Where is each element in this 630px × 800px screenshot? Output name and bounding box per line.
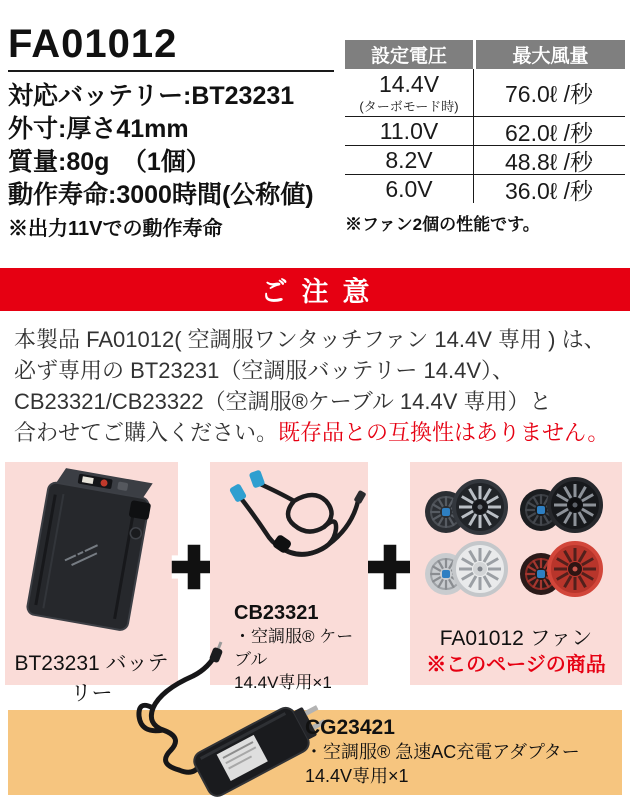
table-row	[345, 69, 625, 117]
fan-set-image	[416, 470, 616, 618]
charger-text	[305, 716, 580, 788]
airflow-value: 76.0ℓ /秒	[505, 81, 593, 107]
airflow-value: 62.0ℓ /秒	[505, 119, 593, 146]
caution-banner	[0, 268, 630, 311]
voltage-subnote: (ターボモード時)	[359, 98, 459, 114]
battery-image	[17, 462, 167, 647]
caution-paragraph	[14, 324, 620, 448]
charger-qty: 14.4V専用×1	[305, 766, 409, 786]
spec-line-size: 外寸:厚さ41mm	[8, 115, 189, 143]
spec-line-life: 動作寿命:3000時間(公称値)	[8, 181, 314, 209]
cable-qty: 14.4V専用×1	[234, 673, 332, 692]
table-row	[345, 146, 625, 175]
fan-page-note: ※このページの商品	[426, 654, 606, 676]
table-row	[345, 117, 625, 146]
voltage-value: 6.0V	[385, 175, 433, 202]
spec-line-weight: 質量:80g （1個）	[8, 148, 211, 176]
cable-image	[210, 467, 368, 599]
caution-line: CB23321/CB23322（空調服®ケーブル 14.4V 専用）と	[14, 389, 552, 414]
title-underline	[8, 70, 334, 72]
fan-label: FA01012 ファン	[439, 627, 593, 650]
table-header-row	[345, 40, 625, 69]
cable-desc: ・空調服® ケーブル	[234, 627, 354, 669]
airflow-value: 36.0ℓ /秒	[505, 177, 593, 204]
charger-desc: ・空調服® 急速AC充電アダプター	[305, 742, 580, 762]
header-voltage: 設定電圧	[345, 40, 476, 69]
table-footnote: ※ファン2個の性能です。	[345, 215, 540, 234]
spec-line-battery: 対応バッテリー:BT23231	[8, 82, 295, 110]
airflow-value: 48.8ℓ /秒	[505, 148, 593, 175]
caution-line: 必ず専用の BT23231（空調服バッテリー 14.4V）、	[14, 358, 515, 383]
page-title: FA01012	[8, 22, 178, 66]
spec-list	[8, 80, 338, 212]
caution-banner-label: ご注意	[260, 277, 384, 307]
header-airflow: 最大風量	[512, 46, 589, 67]
caution-line: 合わせてご購入ください。既存品との互換性はありません。	[14, 420, 610, 445]
charger-code: CG23421	[305, 716, 395, 739]
table-row	[345, 175, 625, 203]
voltage-value: 14.4V	[378, 70, 440, 97]
voltage-airflow-table	[345, 40, 625, 203]
bundle-item-fan	[410, 462, 622, 685]
battery-label: BT23231 バッテリー	[14, 652, 169, 705]
cable-code: CB23321	[234, 602, 319, 624]
spec-footnote: ※出力11Vでの動作寿命	[8, 218, 223, 240]
caution-line: 本製品 FA01012( 空調服ワンタッチファン 14.4V 専用 ) は、	[14, 327, 606, 352]
caution-highlight: 既存品との互換性はありません。	[278, 420, 610, 445]
voltage-value: 8.2V	[385, 146, 433, 173]
voltage-value: 11.0V	[379, 117, 439, 144]
